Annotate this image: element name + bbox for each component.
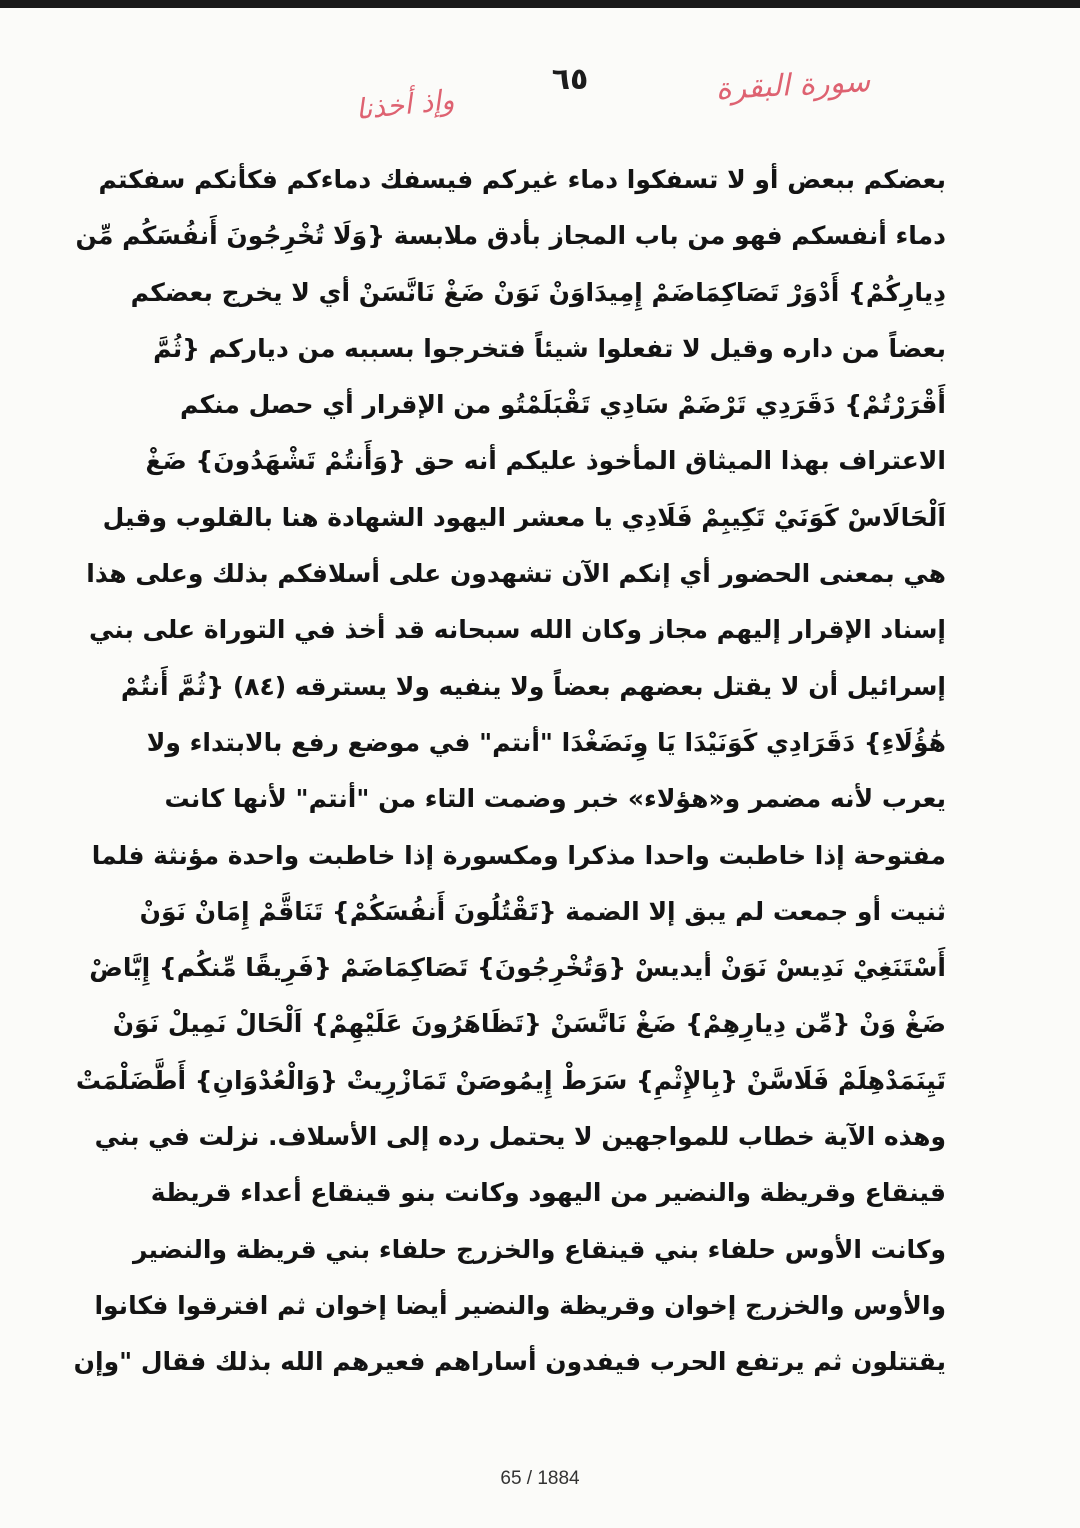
text-line: دماء أنفسكم فهو من باب المجاز بأدق ملابسة {وَلَا تُخْرِجُونَ أَنفُسَكُم مِّن bbox=[75, 221, 946, 251]
text-line: ثنيت أو جمعت لم يبق إلا الضمة {تَقْتُلُونَ أَنفُسَكُمْ} تَنَاقَّمْ إِمَانْ نَوَنْ bbox=[139, 896, 946, 926]
text-line: تَيِنَمَدْهِلَمْ فَلَاسَّنْ {بِالإِثْمِ} سَرَطْ إِيمُوصَنْ تَمَازْرِيتْ {وَالْعُدْوَانِ} أَطَّضَلْمَتْ bbox=[75, 1065, 946, 1095]
page-body-text bbox=[73, 152, 946, 1391]
text-line: يعرب لأنه مضمر و«هؤلاء» خبر وضمت التاء من "أنتم" لأنها كانت bbox=[164, 784, 946, 814]
page-number: ٦٥ bbox=[551, 62, 589, 97]
text-line: هي بمعنى الحضور أي إنكم الآن تشهدون على أسلافكم بذلك وعلى هذا bbox=[86, 559, 946, 589]
handwritten-verse-note: وإذ أخذنا bbox=[354, 82, 456, 127]
text-line: اَلْحَالَاسْ كَوَنَيْ تَكِيبِمْ فَلَادِي يا معشر اليهود الشهادة هنا بالقلوب وقيل bbox=[102, 502, 946, 532]
scan-top-edge bbox=[0, 0, 1080, 8]
text-line: وهذه الآية خطاب للمواجهين لا يحتمل رده إلى الأسلاف. نزلت في بني bbox=[94, 1122, 946, 1152]
text-line: إسناد الإقرار إليهم مجاز وكان الله سبحانه قد أخذ في التوراة على بني bbox=[88, 615, 946, 645]
text-line: ضَغْ وَنْ {مِّن دِيارِهِمْ} ضَغْ نَانَّسَنْ {تَظَاهَرُونَ عَلَيْهِمْ} اَلْحَالْ نَمِيلْ نَوَنْ bbox=[112, 1009, 946, 1039]
text-line: الاعتراف بهذا الميثاق المأخوذ عليكم أنه حق {وَأَنتُمْ تَشْهَدُونَ} ضَغْ bbox=[145, 446, 946, 476]
text-line: أَقْرَرْتُمْ} دَقَرَدِي تَرْضَمْ سَادِي تَقْبَلَمْتُو من الإقرار أي حصل منكم bbox=[180, 390, 946, 420]
text-line: وكانت الأوس حلفاء بني قينقاع والخزرج حلفاء بني قريظة والنضير bbox=[132, 1234, 946, 1264]
text-line: قينقاع وقريظة والنضير من اليهود وكانت بنو قينقاع أعداء قريظة bbox=[150, 1178, 946, 1208]
text-line: مفتوحة إذا خاطبت واحدا مذكرا ومكسورة إذا خاطبت واحدة مؤنثة فلما bbox=[91, 840, 946, 870]
text-line: بعضكم ببعض أو لا تسفكوا دماء غيركم فيسفك دماءكم فكأنكم سفكتم bbox=[98, 165, 946, 194]
text-line: أَسْتَنَغِيْ نَدِيسْ نَوَنْ أيديسْ {وَتُخْرِجُونَ} تَصَاكِمَاضَمْ {فَرِيقًا مِّنكُم} إِيَّاضْ bbox=[89, 953, 946, 983]
text-line: هَٰؤُلَاءِ} دَقَرَادِي كَوَنَيْدَا يَا وِنَضَغْدَا "أنتم" في موضع رفع بالابتداء ولا bbox=[146, 727, 946, 757]
text-line: بعضاً من داره وقيل لا تفعلوا شيئاً فتخرجوا بسببه من دياركم {ثُمَّ bbox=[153, 333, 946, 363]
text-line: يقتتلون ثم يرتفع الحرب فيفدون أساراهم فعيرهم الله بذلك فقال "وإن bbox=[73, 1347, 946, 1377]
handwritten-surah-note: سورة البقرة bbox=[715, 63, 871, 108]
text-line: دِيارِكُمْ} أَدْوَرْ تَصَاكِمَاضَمْ إِمِيدَاوَنْ نَوَنْ ضَغْ نَانَّسَنْ أي لا يخرج بعضكم bbox=[130, 277, 946, 307]
text-line: والأوس والخزرج إخوان وقريظة والنضير أيضا إخوان ثم افترقوا فكانوا bbox=[94, 1290, 946, 1320]
text-line: إسرائيل أن لا يقتل بعضهم بعضاً ولا ينفيه ولا يسترقه (٨٤) {ثُمَّ أَنتُمْ bbox=[120, 671, 946, 701]
page-pagination: 65 / 1884 bbox=[500, 1468, 580, 1489]
